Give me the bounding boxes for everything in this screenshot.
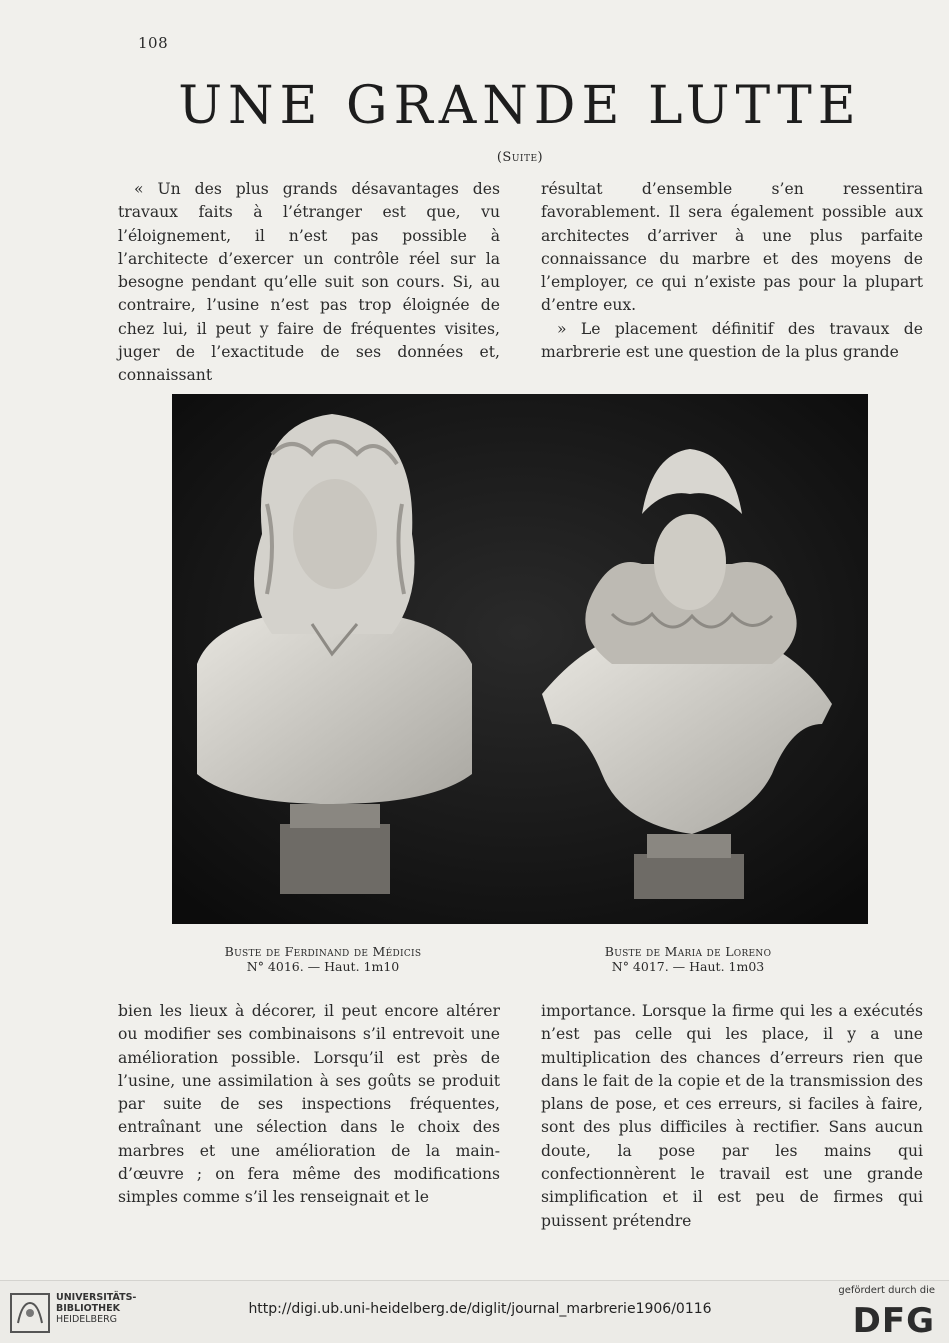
document-url[interactable]: http://digi.ub.uni-heidelberg.de/diglit/journal_marbrerie1906/0116 <box>248 1301 712 1317</box>
dfg-label: gefördert durch die <box>838 1285 935 1296</box>
library-line: UNIVERSITÄTS- <box>56 1292 137 1303</box>
caption-right <box>538 944 838 974</box>
paragraph: importance. Lorsque la firme qui les a exécutés n’est pas celle qui les place, il y a une multiplication des chances d’erreurs rien que dans le fait de la copie et de la transmission des plans de pose, et ces erreurs, si faciles à faire, sont des plus difficiles à rectifier. Sans aucun doute, la pose par les mains qui confectionnèrent le travail est une grande simplification et il est peu de firmes qui puissent prétendre <box>541 1002 923 1230</box>
library-line: HEIDELBERG <box>56 1314 118 1325</box>
dfg-logo: DFG <box>852 1301 935 1341</box>
library-name <box>56 1292 136 1325</box>
text-column-left-top <box>118 178 500 388</box>
caption-reference: N° 4017. — Haut. 1m03 <box>611 959 765 974</box>
caption-reference: N° 4016. — Haut. 1m10 <box>246 959 400 974</box>
university-library-logo-icon <box>10 1293 50 1333</box>
paragraph: résultat d’ensemble s’en ressentira favorablement. Il sera également possible aux architectes d’arriver à une plus parfaite connaissance du marbre et des moyens de l’employer, ce qui n’existe pas pour la plupart d’entre eux. <box>541 180 923 315</box>
paragraph: « Un des plus grands désavantages des travaux faits à l’étranger est que, vu l’éloignement, il n’est pas possible à l’architecte d’exercer un contrôle réel sur la besogne pendant qu’elle suit son cours. Si, au contraire, l’usine n’est pas trop éloignée de chez lui, il peut y faire de fréquentes visites, juger de l’exactitude de ses données et, connaissant <box>118 180 500 385</box>
paragraph: bien les lieux à décorer, il peut encore altérer ou modifier ses combinaisons s’il entrevoit une amélioration possible. Lorsqu’il est près de l’usine, une assimilation à ses goûts se produit par suite de ses inspections fréquentes, entraînant une sélection dans le choix des marbres et une amélioration de la main-d’œuvre ; on fera même des modifications simples comme s’il les renseignait et le <box>118 1002 500 1207</box>
caption-title: Buste de Ferdinand de Médicis <box>224 944 422 959</box>
bust-photograph <box>172 394 868 924</box>
page-number: 108 <box>138 34 169 52</box>
caption-left <box>173 944 473 974</box>
viewer-footer <box>0 1280 949 1343</box>
bust-photograph-illustration <box>172 394 868 924</box>
text-column-left-bottom <box>118 1000 500 1210</box>
article-subtitle: (Suite) <box>496 150 544 165</box>
caption-title: Buste de Maria de Loreno <box>604 944 772 959</box>
text-column-right-bottom <box>541 1000 923 1233</box>
article-title: UNE GRANDE LUTTE <box>178 76 862 136</box>
text-column-right-top <box>541 178 923 364</box>
library-line: BIBLIOTHEK <box>56 1303 120 1314</box>
paragraph: » Le placement définitif des travaux de marbrerie est une question de la plus grande <box>541 319 923 362</box>
